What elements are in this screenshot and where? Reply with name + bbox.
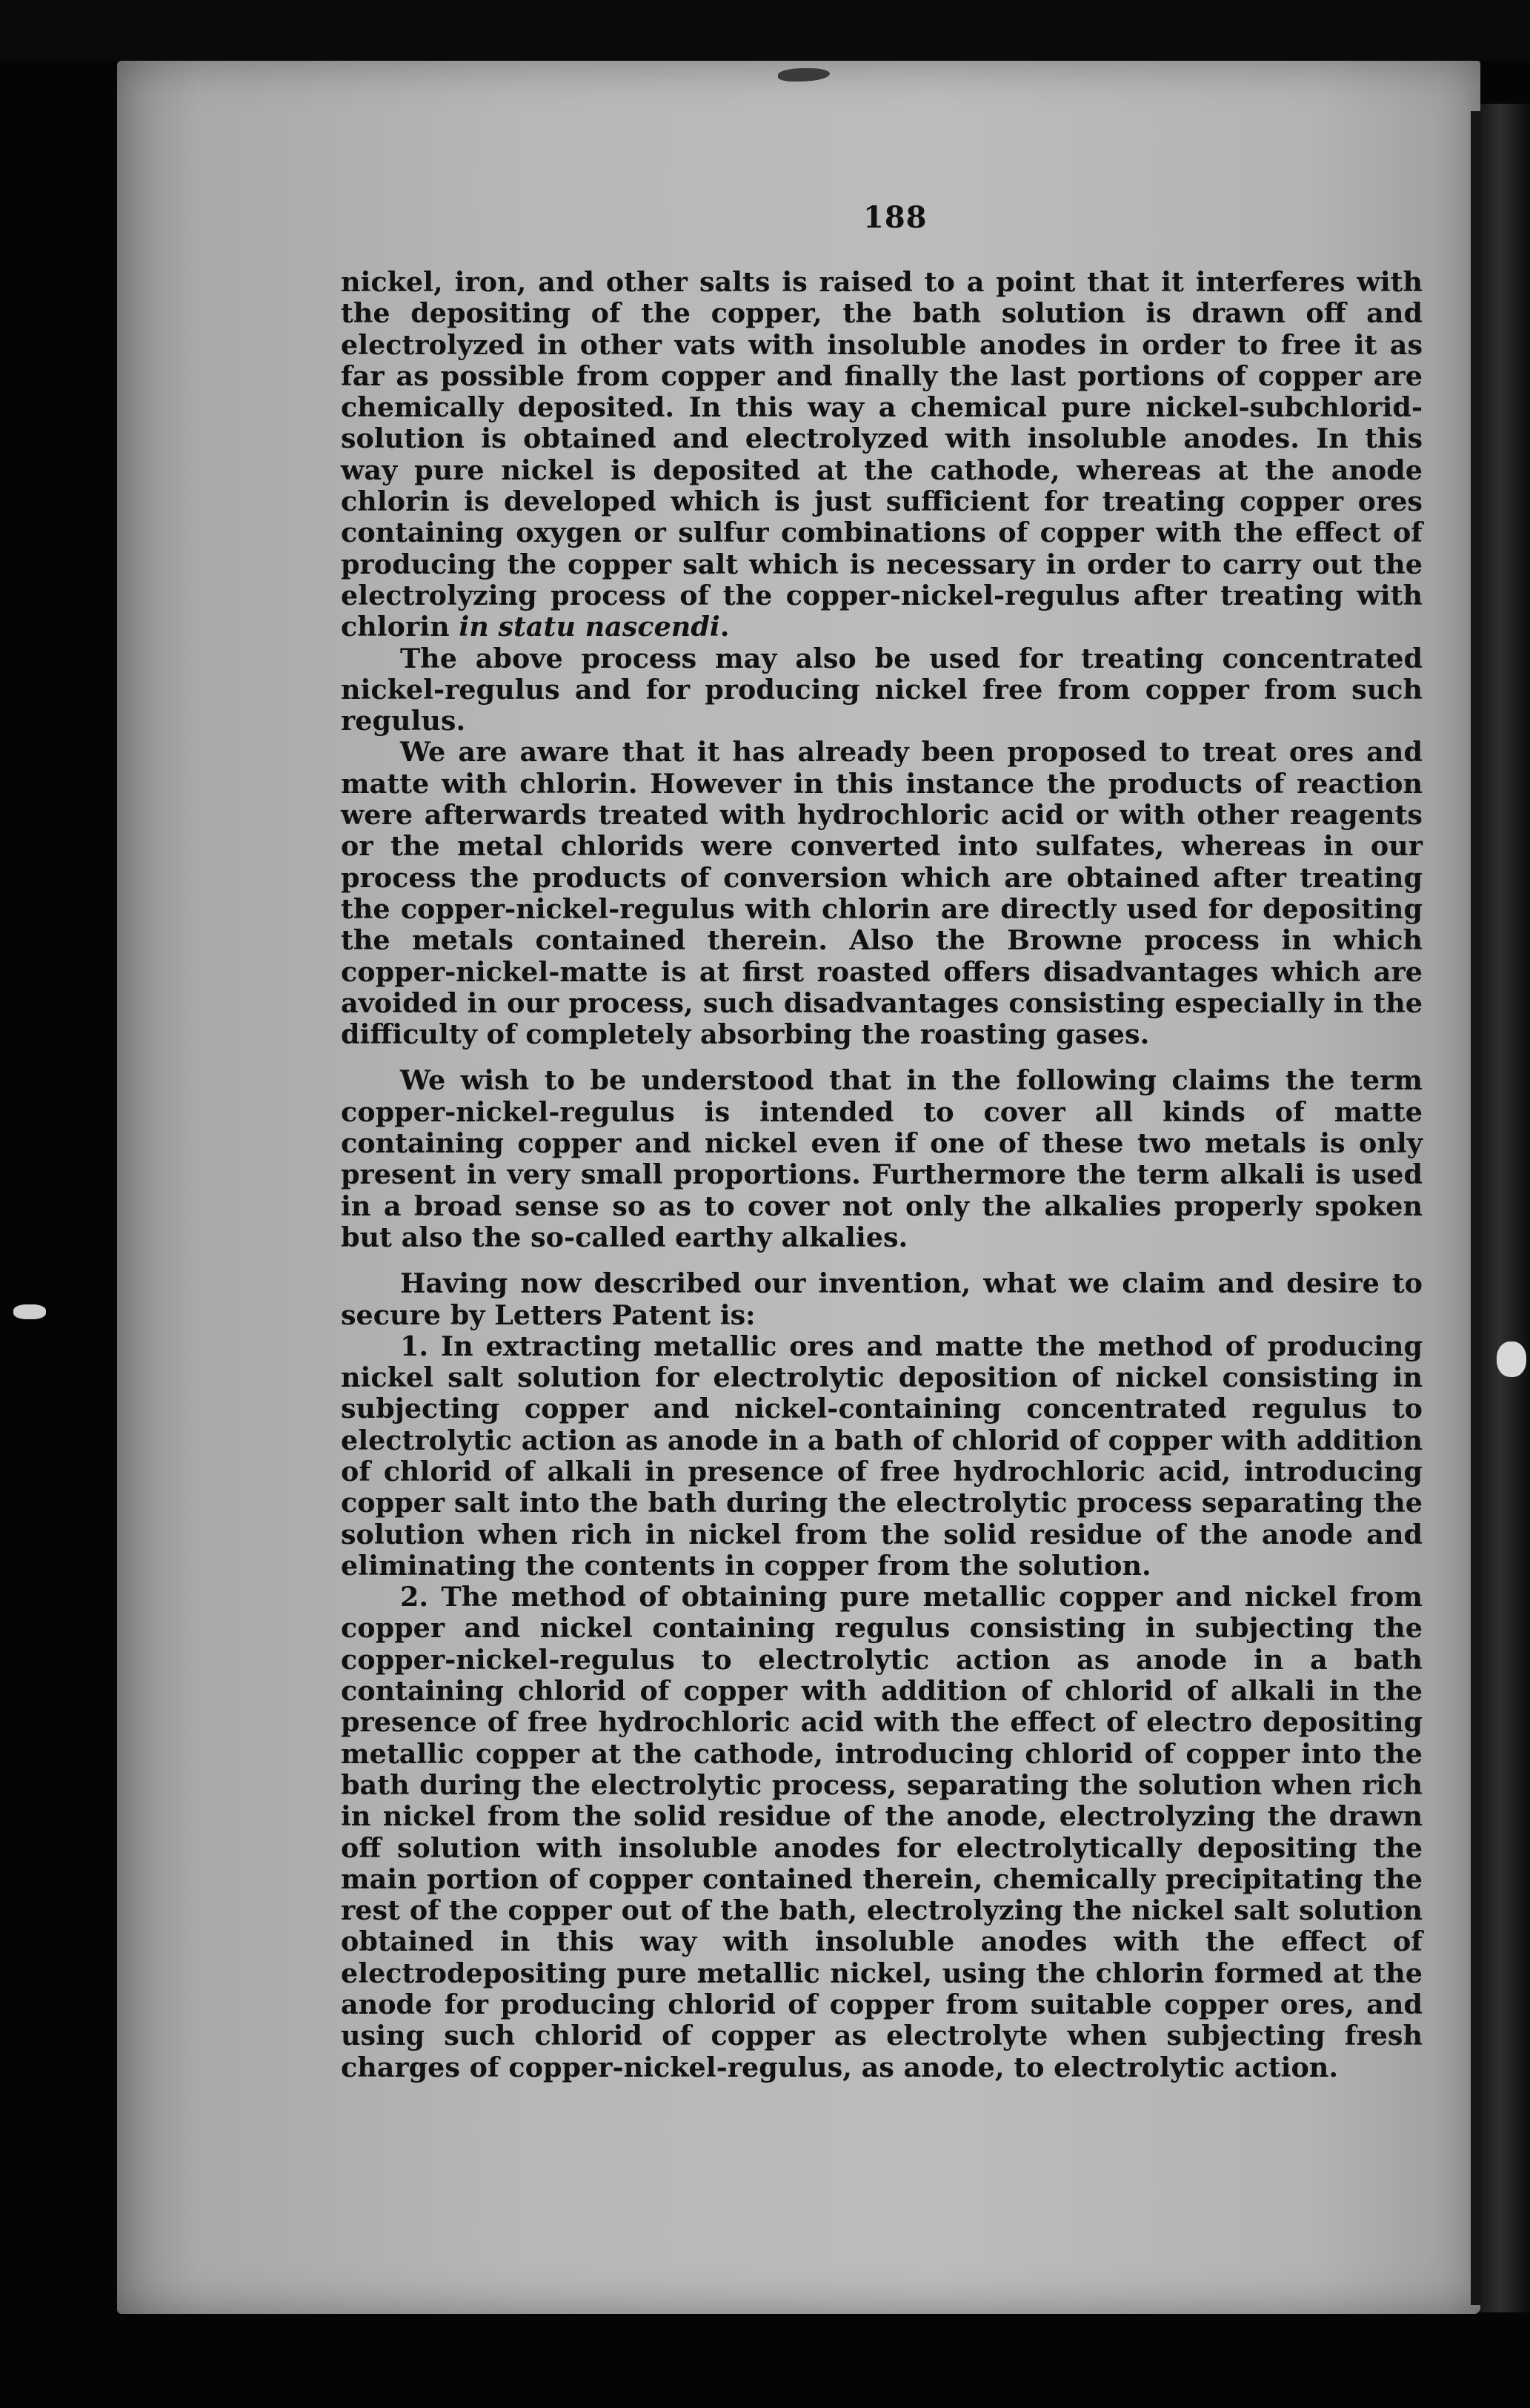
paragraph-4: We wish to be understood that in the following claims the term copper-nickel-regulus is intended to cover all kinds of matte containing copper and nickel even if one of these two metals is only present in very small proportions. Furthermore the term alkali is used in a broad sense so as to cover not only the alkalies properly spoken but also the so-called earthy alkalies. — [341, 1064, 1423, 1253]
film-edge-right — [1480, 104, 1530, 2312]
scan-artifact-right — [1497, 1341, 1526, 1377]
page-number: 188 — [863, 200, 928, 235]
paragraph-1 — [341, 267, 1423, 643]
scan-artifact-left — [13, 1304, 46, 1319]
claim-2: 2. The method of obtaining pure metallic copper and nickel from copper and nickel containing regulus consisting in subjecting the copper-nickel-regulus to electrolytic action as anode in a bath containing chlorid of copper with addition of chlorid of alkali in the presence of free hydrochloric acid with the effect of electro depositing metallic copper at the cathode, introducing chlorid of copper into the bath during the electrolytic process, separating the solution when rich in nickel from the solid residue of the anode, electrolyzing the drawn off solution with insoluble anodes for electrolytically depositing the main portion of copper contained therein, chemically precipitating the rest of the copper out of the bath, electrolyzing the nickel salt solution obtained in this way with insoluble anodes with the effect of electrodepositing pure metallic nickel, using the chlorin formed at the anode for producing chlorid of copper from suitable copper ores, and using such chlorid of copper as electrolyte when subjecting fresh charges of copper-nickel-regulus, as anode, to electrolytic action. — [341, 1581, 1423, 2083]
film-edge-top — [0, 0, 1530, 61]
paragraph-1-tail: . — [719, 611, 730, 643]
body-text — [341, 267, 1423, 2083]
paragraph-2: The above process may also be used for treating concentrated nickel-regulus and for producing nickel free from copper from such regulus. — [341, 642, 1423, 737]
claim-1: 1. In extracting metallic ores and matte the method of producing nickel salt solution for electrolytic deposition of nickel consisting in subjecting copper and nickel-containing concentrated regulus to electrolytic action as anode in a bath of chlorid of copper with addition of chlorid of alkali in presence of free hydrochloric acid, introducing copper salt into the bath during the electrolytic process separating the solution when rich in nickel from the solid residue of the anode and eliminating the contents in copper from the solution. — [341, 1330, 1423, 1582]
paragraph-5: Having now described our invention, what we claim and desire to secure by Letters Patent is: — [341, 1267, 1423, 1331]
paragraph-1-italic: in statu nascendi — [459, 611, 720, 643]
paragraph-1-text: nickel, iron, and other salts is raised to a point that it interferes with the depositing of the copper, the bath solution is drawn off and electrolyzed in other vats with insoluble anodes in order to free it as far as possible from copper and finally the last portions of copper are chemically deposited. In this way a chemical pure nickel-subchlorid-solution is obtained and electrolyzed with insoluble anodes. In this way pure nickel is deposited at the cathode, whereas at the anode chlorin is developed which is just sufficient for treating copper ores containing oxygen or sulfur combinations of copper with the effect of producing the copper salt which is necessary in order to carry out the electrolyzing process of the copper-nickel-regulus after treating with chlorin — [341, 266, 1423, 643]
paragraph-3: We are aware that it has already been proposed to treat ores and matte with chlorin. However in this instance the products of reaction were afterwards treated with hydrochloric acid or with other reagents or the metal chlorids were converted into sulfates, whereas in our process the products of conversion which are obtained after treating the copper-nickel-regulus with chlorin are directly used for depositing the metals contained therein. Also the Browne process in which copper-nickel-matte is at first roasted offers disadvantages which are avoided in our process, such disadvantages consisting especially in the difficulty of completely absorbing the roasting gases. — [341, 736, 1423, 1051]
page-gutter-shadow — [1471, 111, 1481, 2305]
